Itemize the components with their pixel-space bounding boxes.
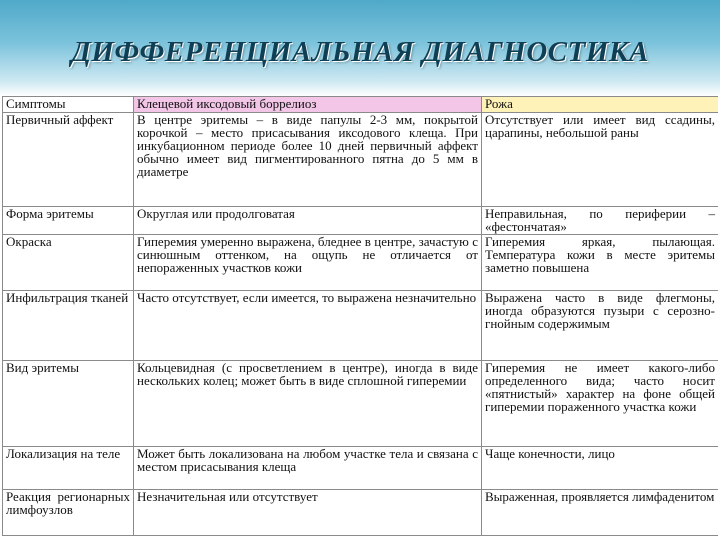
cell-borreliosis: В центре эритемы – в виде папулы 2-3 мм, покрытой корочкой – место присасывания иксодового клеща. При инкубационном периоде более 10 дней первичный аффект обычно имеет вид пигментированного пятна до 5 мм в диаметре [134,113,482,207]
cell-erysipelas: Выраженная, проявляется лимфаденитом [482,490,719,536]
table-row [3,361,719,447]
cell-erysipelas: Гиперемия яркая, пылающая. Температура кожи в месте эритемы заметно повышена [482,235,719,291]
cell-erysipelas: Гиперемия не имеет какого-либо определенного вида; часто носит «пятнистый» характер на фоне общей гиперемии пораженного участка кожи [482,361,719,447]
table-row [3,235,719,291]
cell-borreliosis: Кольцевидная (с просветлением в центре), иногда в виде нескольких колец; может быть в виде сплошной гиперемии [134,361,482,447]
cell-symptom: Первичный аффект [3,113,134,207]
cell-erysipelas: Выражена часто в виде флегмоны, иногда образуются пузыри с серозно-гнойным содержимым [482,291,719,361]
table-row [3,207,719,235]
cell-symptom: Вид эритемы [3,361,134,447]
table-row [3,490,719,536]
cell-symptom: Окраска [3,235,134,291]
table-row [3,291,719,361]
table-header-row [3,97,719,113]
cell-erysipelas: Неправильная, по периферии – «фестончатая» [482,207,719,235]
cell-symptom: Локализация на теле [3,447,134,490]
slide-title: ДИФФЕРЕНЦИАЛЬНАЯ ДИАГНОСТИКА [71,36,649,68]
table-row [3,447,719,490]
table-row [3,113,719,207]
header-borreliosis: Клещевой иксодовый боррелиоз [134,97,482,113]
cell-borreliosis: Часто отсутствует, если имеется, то выражена незначительно [134,291,482,361]
diagnosis-table [2,96,718,536]
header-erysipelas: Рожа [482,97,719,113]
cell-erysipelas: Отсутствует или имеет вид ссадины, царапины, небольшой раны [482,113,719,207]
cell-borreliosis: Округлая или продолговатая [134,207,482,235]
cell-symptom: Реакция регионарных лимфоузлов [3,490,134,536]
header-symptoms: Симптомы [3,97,134,113]
diagnosis-table-frame [2,96,718,540]
cell-symptom: Форма эритемы [3,207,134,235]
cell-erysipelas: Чаще конечности, лицо [482,447,719,490]
cell-symptom: Инфильтрация тканей [3,291,134,361]
cell-borreliosis: Может быть локализована на любом участке тела и связана с местом присасывания клеща [134,447,482,490]
cell-borreliosis: Незначительная или отсутствует [134,490,482,536]
cell-borreliosis: Гиперемия умеренно выражена, бледнее в центре, зачастую с синюшным оттенком, на ощупь не отличается от непораженных участков кожи [134,235,482,291]
